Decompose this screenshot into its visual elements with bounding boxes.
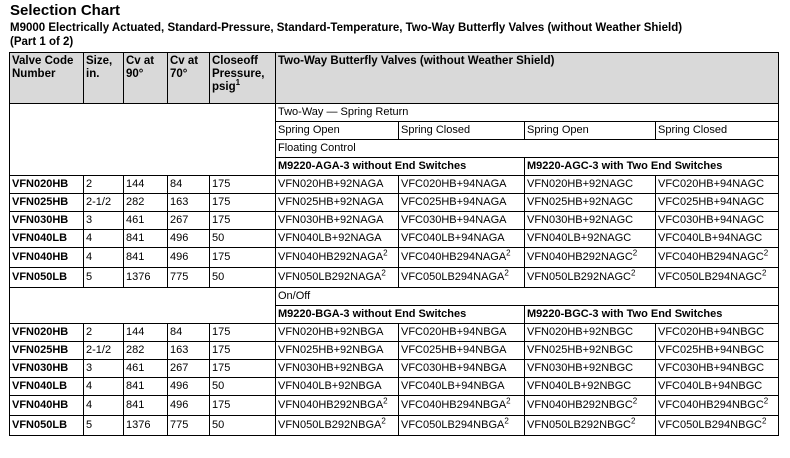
model-cell-4-text: VFC050LB294NBGC bbox=[658, 419, 762, 431]
cv70-cell-text: 496 bbox=[170, 251, 189, 263]
header-closeoff-label: Closeoff Pressure, psig bbox=[212, 55, 265, 93]
closeoff-cell bbox=[210, 212, 276, 230]
model-cell-2 bbox=[399, 212, 525, 230]
model-cell-2-footnote: 2 bbox=[504, 416, 509, 426]
cv90-cell bbox=[124, 268, 168, 288]
cv70-cell-text: 84 bbox=[170, 326, 183, 338]
model-cell-4-footnote: 2 bbox=[763, 248, 769, 258]
actuator-a-label-text: M9220-AGA-3 without End Switches bbox=[278, 160, 467, 172]
valve-code bbox=[10, 396, 84, 416]
valve-code bbox=[10, 194, 84, 212]
actuator-a-label bbox=[276, 158, 525, 176]
model-cell-1-text: VFN025HB+92NAGA bbox=[278, 196, 384, 208]
cv70-cell bbox=[168, 230, 210, 248]
table-row bbox=[10, 378, 779, 396]
cv90-cell bbox=[124, 176, 168, 194]
valve-code bbox=[10, 268, 84, 288]
size-cell-text: 3 bbox=[86, 362, 93, 374]
model-cell-1-text: VFN030HB+92NBGA bbox=[278, 362, 384, 374]
cv70-cell bbox=[168, 360, 210, 378]
model-cell-4-text: VFC030HB+94NBGC bbox=[658, 362, 765, 374]
valve-code-text: VFN020HB bbox=[12, 178, 69, 190]
closeoff-cell-text: 175 bbox=[212, 196, 231, 208]
model-cell-3-text: VFN025HB+92NBGC bbox=[527, 344, 634, 356]
cv70-cell-text: 775 bbox=[170, 271, 189, 283]
model-cell-1-text: VFN040HB292NAGA bbox=[278, 251, 384, 263]
model-cell-3-footnote: 2 bbox=[630, 416, 636, 426]
size-cell bbox=[84, 212, 124, 230]
closeoff-cell bbox=[210, 248, 276, 268]
section-label-text: On/Off bbox=[278, 290, 311, 302]
model-cell-2-text: VFC040LB+94NAGA bbox=[401, 232, 505, 244]
section-intro-row bbox=[10, 288, 779, 306]
model-cell-4 bbox=[656, 268, 779, 288]
cv90-cell bbox=[124, 212, 168, 230]
size-cell-text: 4 bbox=[86, 251, 93, 263]
model-cell-3-text: VFN020HB+92NBGC bbox=[527, 326, 634, 338]
cv70-cell bbox=[168, 416, 210, 436]
model-cell-3-footnote: 2 bbox=[632, 396, 638, 406]
model-cell-4 bbox=[656, 378, 779, 396]
model-cell-1-text: VFN050LB292NAGA bbox=[278, 271, 382, 283]
cv90-cell bbox=[124, 194, 168, 212]
model-cell-4 bbox=[656, 342, 779, 360]
closeoff-cell bbox=[210, 176, 276, 194]
col-2-label-text: Spring Closed bbox=[401, 124, 471, 136]
model-cell-2-text: VFC050LB294NAGA bbox=[401, 271, 505, 283]
valve-code-text: VFN050LB bbox=[12, 271, 68, 283]
closeoff-cell-text: 50 bbox=[212, 271, 225, 283]
model-cell-2-text: VFC025HB+94NBGA bbox=[401, 344, 507, 356]
col-3-label bbox=[525, 122, 656, 140]
model-cell-2-text: VFC030HB+94NBGA bbox=[401, 362, 507, 374]
model-cell-4 bbox=[656, 396, 779, 416]
col-1-label bbox=[276, 122, 399, 140]
closeoff-cell-text: 175 bbox=[212, 214, 231, 226]
model-cell-1 bbox=[276, 268, 399, 288]
model-cell-3 bbox=[525, 324, 656, 342]
cv70-cell-text: 267 bbox=[170, 214, 189, 226]
model-cell-2-text: VFC040HB294NAGA bbox=[401, 251, 507, 263]
model-cell-3-text: VFN040HB292NBGC bbox=[527, 399, 633, 411]
model-cell-4 bbox=[656, 230, 779, 248]
table-row bbox=[10, 416, 779, 436]
model-cell-1 bbox=[276, 230, 399, 248]
table-row bbox=[10, 324, 779, 342]
model-cell-1 bbox=[276, 212, 399, 230]
cv70-cell bbox=[168, 248, 210, 268]
closeoff-cell bbox=[210, 324, 276, 342]
header-row bbox=[10, 53, 779, 104]
model-cell-1-text: VFN040HB292NBGA bbox=[278, 399, 384, 411]
model-cell-2-text: VFC020HB+94NAGA bbox=[401, 178, 507, 190]
cv90-cell bbox=[124, 230, 168, 248]
model-cell-3 bbox=[525, 212, 656, 230]
model-cell-4-text: VFC040HB294NAGC bbox=[658, 251, 764, 263]
actuator-b-label bbox=[525, 306, 779, 324]
size-cell bbox=[84, 378, 124, 396]
model-cell-3 bbox=[525, 360, 656, 378]
cv90-cell-text: 841 bbox=[126, 251, 145, 263]
closeoff-cell-text: 175 bbox=[212, 251, 231, 263]
col-4-label-text: Spring Closed bbox=[658, 124, 728, 136]
model-cell-2-text: VFC030HB+94NAGA bbox=[401, 214, 507, 226]
model-cell-1-footnote: 2 bbox=[381, 268, 386, 278]
cv70-cell-text: 496 bbox=[170, 380, 189, 392]
model-cell-2-footnote: 2 bbox=[506, 248, 511, 258]
model-cell-4 bbox=[656, 360, 779, 378]
size-cell bbox=[84, 324, 124, 342]
cv70-cell bbox=[168, 176, 210, 194]
size-cell bbox=[84, 268, 124, 288]
closeoff-cell-text: 175 bbox=[212, 344, 231, 356]
section-intro-row bbox=[10, 104, 779, 122]
header-valve-code: Valve Code Number bbox=[10, 53, 84, 104]
model-cell-1 bbox=[276, 194, 399, 212]
model-cell-1-text: VFN020HB+92NBGA bbox=[278, 326, 384, 338]
blank-cell bbox=[10, 104, 276, 176]
cv90-cell bbox=[124, 378, 168, 396]
cv70-cell bbox=[168, 268, 210, 288]
cv70-cell bbox=[168, 342, 210, 360]
closeoff-cell bbox=[210, 194, 276, 212]
cv70-cell-text: 775 bbox=[170, 419, 189, 431]
cv70-cell-text: 84 bbox=[170, 178, 183, 190]
model-cell-3-footnote: 2 bbox=[630, 268, 636, 278]
model-cell-2 bbox=[399, 176, 525, 194]
model-cell-4-text: VFC020HB+94NAGC bbox=[658, 178, 765, 190]
valve-code-text: VFN030HB bbox=[12, 214, 69, 226]
valve-code-text: VFN020HB bbox=[12, 326, 69, 338]
cv90-cell-text: 282 bbox=[126, 344, 145, 356]
model-cell-2-text: VFC040LB+94NBGA bbox=[401, 380, 505, 392]
table-row bbox=[10, 248, 779, 268]
size-cell bbox=[84, 396, 124, 416]
size-cell-text: 2-1/2 bbox=[86, 344, 112, 356]
model-cell-4 bbox=[656, 248, 779, 268]
model-cell-4-footnote: 2 bbox=[763, 396, 769, 406]
model-cell-1 bbox=[276, 176, 399, 194]
table-row bbox=[10, 268, 779, 288]
closeoff-cell bbox=[210, 342, 276, 360]
valve-code bbox=[10, 230, 84, 248]
valve-code bbox=[10, 248, 84, 268]
closeoff-cell bbox=[210, 268, 276, 288]
actuator-a-label-text: M9220-BGA-3 without End Switches bbox=[278, 308, 467, 320]
header-cv90: Cv at 90° bbox=[124, 53, 168, 104]
return-label-text: Two-Way — Spring Return bbox=[278, 106, 409, 118]
cv90-cell-text: 841 bbox=[126, 399, 145, 411]
size-cell bbox=[84, 416, 124, 436]
closeoff-cell-text: 175 bbox=[212, 178, 231, 190]
cv90-cell-text: 1376 bbox=[126, 419, 151, 431]
model-cell-4 bbox=[656, 324, 779, 342]
model-cell-1-text: VFN025HB+92NBGA bbox=[278, 344, 384, 356]
table-row bbox=[10, 342, 779, 360]
size-cell-text: 2-1/2 bbox=[86, 196, 112, 208]
valve-code-text: VFN030HB bbox=[12, 362, 69, 374]
model-cell-3-text: VFN040LB+92NBGC bbox=[527, 380, 632, 392]
model-cell-2 bbox=[399, 416, 525, 436]
model-cell-2-text: VFC020HB+94NBGA bbox=[401, 326, 507, 338]
model-cell-3-text: VFN025HB+92NAGC bbox=[527, 196, 634, 208]
cv90-cell-text: 841 bbox=[126, 232, 145, 244]
model-cell-3-footnote: 2 bbox=[632, 248, 638, 258]
closeoff-cell-text: 50 bbox=[212, 419, 225, 431]
valve-code bbox=[10, 212, 84, 230]
closeoff-cell bbox=[210, 360, 276, 378]
model-cell-3 bbox=[525, 176, 656, 194]
valve-code-text: VFN040HB bbox=[12, 399, 69, 411]
actuator-b-label bbox=[525, 158, 779, 176]
closeoff-cell bbox=[210, 396, 276, 416]
valve-code-text: VFN025HB bbox=[12, 196, 69, 208]
model-cell-4-text: VFC030HB+94NAGC bbox=[658, 214, 765, 226]
size-cell-text: 3 bbox=[86, 214, 93, 226]
cv70-cell bbox=[168, 378, 210, 396]
col-3-label-text: Spring Open bbox=[527, 124, 589, 136]
size-cell bbox=[84, 342, 124, 360]
cv70-cell bbox=[168, 324, 210, 342]
cv90-cell bbox=[124, 396, 168, 416]
cv70-cell-text: 163 bbox=[170, 196, 189, 208]
model-cell-2-text: VFC040HB294NBGA bbox=[401, 399, 507, 411]
actuator-a-label bbox=[276, 306, 525, 324]
model-cell-4-text: VFC020HB+94NBGC bbox=[658, 326, 765, 338]
model-cell-4-footnote: 2 bbox=[761, 416, 767, 426]
cv90-cell bbox=[124, 416, 168, 436]
table-row bbox=[10, 360, 779, 378]
actuator-b-label-text: M9220-AGC-3 with Two End Switches bbox=[527, 160, 723, 172]
model-cell-1 bbox=[276, 248, 399, 268]
valve-code-text: VFN040LB bbox=[12, 380, 68, 392]
size-cell bbox=[84, 360, 124, 378]
model-cell-2-footnote: 2 bbox=[506, 396, 511, 406]
page-subtitle: M9000 Electrically Actuated, Standard-Pressure, Standard-Temperature, Two-Way Butterfly Valves (without Weather Shield) bbox=[10, 22, 683, 34]
header-group: Two-Way Butterfly Valves (without Weather Shield) bbox=[276, 53, 779, 104]
section-label bbox=[276, 140, 779, 158]
size-cell-text: 2 bbox=[86, 178, 93, 190]
size-cell-text: 4 bbox=[86, 380, 93, 392]
cv90-cell bbox=[124, 342, 168, 360]
model-cell-1 bbox=[276, 360, 399, 378]
closeoff-cell-text: 50 bbox=[212, 380, 225, 392]
header-cv70: Cv at 70° bbox=[168, 53, 210, 104]
model-cell-3 bbox=[525, 342, 656, 360]
model-cell-2 bbox=[399, 378, 525, 396]
model-cell-1 bbox=[276, 342, 399, 360]
cv70-cell-text: 496 bbox=[170, 399, 189, 411]
model-cell-1 bbox=[276, 416, 399, 436]
valve-code bbox=[10, 360, 84, 378]
model-cell-1-footnote: 2 bbox=[381, 416, 386, 426]
cv70-cell bbox=[168, 212, 210, 230]
part-label: (Part 1 of 2) bbox=[10, 36, 74, 48]
model-cell-4 bbox=[656, 176, 779, 194]
closeoff-cell-text: 175 bbox=[212, 326, 231, 338]
cv90-cell-text: 144 bbox=[126, 326, 145, 338]
size-cell-text: 2 bbox=[86, 326, 93, 338]
closeoff-cell-text: 50 bbox=[212, 232, 225, 244]
model-cell-4-text: VFC025HB+94NAGC bbox=[658, 196, 765, 208]
header-closeoff bbox=[210, 53, 276, 104]
col-2-label bbox=[399, 122, 525, 140]
model-cell-3-text: VFN030HB+92NAGC bbox=[527, 214, 634, 226]
valve-code-text: VFN025HB bbox=[12, 344, 69, 356]
model-cell-3 bbox=[525, 194, 656, 212]
model-cell-1 bbox=[276, 396, 399, 416]
valve-code-text: VFN040HB bbox=[12, 251, 69, 263]
model-cell-2 bbox=[399, 268, 525, 288]
table-row bbox=[10, 194, 779, 212]
model-cell-3 bbox=[525, 268, 656, 288]
cv90-cell-text: 144 bbox=[126, 178, 145, 190]
valve-code-text: VFN050LB bbox=[12, 419, 68, 431]
model-cell-1-text: VFN040LB+92NBGA bbox=[278, 380, 382, 392]
page-title: Selection Chart bbox=[10, 2, 121, 19]
cv90-cell-text: 1376 bbox=[126, 271, 151, 283]
valve-code bbox=[10, 324, 84, 342]
cv70-cell bbox=[168, 396, 210, 416]
size-cell-text: 5 bbox=[86, 271, 93, 283]
header-size: Size, in. bbox=[84, 53, 124, 104]
model-cell-3 bbox=[525, 248, 656, 268]
col-4-label bbox=[656, 122, 779, 140]
model-cell-4-text: VFC025HB+94NBGC bbox=[658, 344, 765, 356]
cv90-cell bbox=[124, 324, 168, 342]
model-cell-3 bbox=[525, 378, 656, 396]
model-cell-4 bbox=[656, 212, 779, 230]
valve-code bbox=[10, 342, 84, 360]
cv90-cell-text: 841 bbox=[126, 380, 145, 392]
model-cell-1-text: VFN050LB292NBGA bbox=[278, 419, 382, 431]
table-row bbox=[10, 396, 779, 416]
model-cell-4-text: VFC050LB294NAGC bbox=[658, 271, 762, 283]
model-cell-4-text: VFC040LB+94NBGC bbox=[658, 380, 763, 392]
model-cell-2-text: VFC050LB294NBGA bbox=[401, 419, 505, 431]
model-cell-1 bbox=[276, 378, 399, 396]
model-cell-2-text: VFC025HB+94NAGA bbox=[401, 196, 507, 208]
cv70-cell-text: 163 bbox=[170, 344, 189, 356]
closeoff-cell-text: 175 bbox=[212, 399, 231, 411]
cv70-cell-text: 267 bbox=[170, 362, 189, 374]
size-cell-text: 4 bbox=[86, 232, 93, 244]
actuator-b-label-text: M9220-BGC-3 with Two End Switches bbox=[527, 308, 723, 320]
table-row bbox=[10, 212, 779, 230]
model-cell-3 bbox=[525, 396, 656, 416]
cv90-cell bbox=[124, 360, 168, 378]
model-cell-2 bbox=[399, 396, 525, 416]
model-cell-4 bbox=[656, 194, 779, 212]
model-cell-2-footnote: 2 bbox=[504, 268, 509, 278]
cv90-cell bbox=[124, 248, 168, 268]
model-cell-3-text: VFN040LB+92NAGC bbox=[527, 232, 632, 244]
header-closeoff-footnote: 1 bbox=[235, 78, 241, 88]
valve-code bbox=[10, 416, 84, 436]
col-1-label-text: Spring Open bbox=[278, 124, 340, 136]
model-cell-1-text: VFN040LB+92NAGA bbox=[278, 232, 382, 244]
cv70-cell-text: 496 bbox=[170, 232, 189, 244]
model-cell-1-footnote: 2 bbox=[383, 396, 388, 406]
model-cell-3-text: VFN030HB+92NBGC bbox=[527, 362, 634, 374]
model-cell-2 bbox=[399, 324, 525, 342]
model-cell-3-text: VFN040HB292NAGC bbox=[527, 251, 633, 263]
return-label bbox=[276, 104, 779, 122]
model-cell-1 bbox=[276, 324, 399, 342]
valve-code-text: VFN040LB bbox=[12, 232, 68, 244]
blank-cell bbox=[10, 288, 276, 324]
closeoff-cell bbox=[210, 378, 276, 396]
model-cell-2 bbox=[399, 230, 525, 248]
section-label-text: Floating Control bbox=[278, 142, 356, 154]
model-cell-1-text: VFN020HB+92NAGA bbox=[278, 178, 384, 190]
model-cell-2 bbox=[399, 248, 525, 268]
model-cell-4-footnote: 2 bbox=[761, 268, 767, 278]
model-cell-3-text: VFN050LB292NAGC bbox=[527, 271, 631, 283]
closeoff-cell bbox=[210, 230, 276, 248]
cv90-cell-text: 461 bbox=[126, 362, 145, 374]
valve-code bbox=[10, 176, 84, 194]
closeoff-cell bbox=[210, 416, 276, 436]
table-row bbox=[10, 176, 779, 194]
closeoff-cell-text: 175 bbox=[212, 362, 231, 374]
model-cell-3-text: VFN050LB292NBGC bbox=[527, 419, 631, 431]
size-cell bbox=[84, 230, 124, 248]
model-cell-4 bbox=[656, 416, 779, 436]
size-cell-text: 4 bbox=[86, 399, 93, 411]
size-cell bbox=[84, 194, 124, 212]
size-cell bbox=[84, 248, 124, 268]
model-cell-2 bbox=[399, 342, 525, 360]
model-cell-1-footnote: 2 bbox=[383, 248, 388, 258]
cv90-cell-text: 282 bbox=[126, 196, 145, 208]
model-cell-4-text: VFC040LB+94NAGC bbox=[658, 232, 763, 244]
size-cell-text: 5 bbox=[86, 419, 93, 431]
model-cell-2 bbox=[399, 360, 525, 378]
model-cell-1-text: VFN030HB+92NAGA bbox=[278, 214, 384, 226]
section-label bbox=[276, 288, 779, 306]
selection-table bbox=[9, 52, 779, 436]
cv70-cell bbox=[168, 194, 210, 212]
model-cell-3 bbox=[525, 416, 656, 436]
model-cell-2 bbox=[399, 194, 525, 212]
cv90-cell-text: 461 bbox=[126, 214, 145, 226]
valve-code bbox=[10, 378, 84, 396]
model-cell-3-text: VFN020HB+92NAGC bbox=[527, 178, 634, 190]
model-cell-4-text: VFC040HB294NBGC bbox=[658, 399, 764, 411]
size-cell bbox=[84, 176, 124, 194]
model-cell-3 bbox=[525, 230, 656, 248]
table-row bbox=[10, 230, 779, 248]
